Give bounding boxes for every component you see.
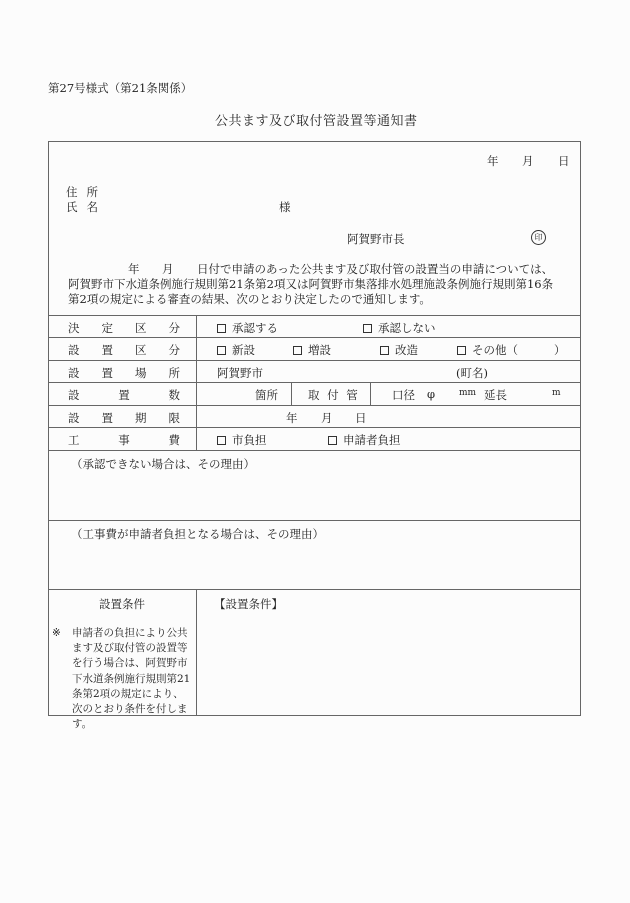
pipe-label: 取 付 管 <box>308 388 360 402</box>
row-divider <box>48 427 581 428</box>
column-divider <box>196 315 197 450</box>
approve-option[interactable] <box>217 320 278 336</box>
label-char: 置 <box>101 366 113 380</box>
option-label: 増設 <box>308 343 331 357</box>
expansion-option[interactable] <box>293 342 331 358</box>
applicant-cost-option[interactable] <box>328 432 401 448</box>
install-type-label <box>68 342 180 358</box>
length-label: 延長 <box>484 388 507 402</box>
count-label <box>68 387 180 403</box>
body-text-line1: 日付で申請のあった公共ます及び取付管の設置当の申請については、 <box>197 262 554 276</box>
seal-mark <box>531 229 546 245</box>
row-divider <box>48 360 581 361</box>
reason-not-approved-label: （承認できない場合は、その理由） <box>71 457 255 471</box>
column-divider <box>370 382 371 405</box>
reason-applicant-cost-label: （工事費が申請者負担となる場合は、その理由） <box>71 527 324 541</box>
label-char: 工 <box>68 433 80 447</box>
date-day: 日 <box>558 154 570 168</box>
label-char: 数 <box>168 388 180 402</box>
body-date-month: 月 <box>162 262 174 276</box>
location-city: 阿賀野市 <box>217 366 263 380</box>
option-label: 市負担 <box>232 433 267 447</box>
mm-unit: mm <box>459 388 477 398</box>
row-divider <box>48 450 581 451</box>
renovation-option[interactable] <box>380 342 418 358</box>
deadline-month: 月 <box>321 411 333 425</box>
location-town-label: (町名) <box>456 366 488 380</box>
note-text: 申請者の負担により公共ます及び取付管の設置等を行う場合は、阿賀野市下水道条例施行規則第21条第2項の規定により、次のとおり条件を付します。 <box>72 627 191 731</box>
deadline-year: 年 <box>286 411 298 425</box>
date-month: 月 <box>522 154 534 168</box>
deadline-day: 日 <box>355 411 367 425</box>
note-mark: ※ <box>52 627 61 639</box>
label-char: 場 <box>135 366 147 380</box>
checkbox[interactable] <box>457 346 466 355</box>
body-date-year: 年 <box>128 262 140 276</box>
label-char: 期 <box>135 411 147 425</box>
count-unit: 箇所 <box>255 388 278 402</box>
label-char: 置 <box>118 388 130 402</box>
row-divider <box>48 589 581 590</box>
row-divider <box>48 315 581 316</box>
cost-label <box>68 432 180 448</box>
label-char: 設 <box>68 366 80 380</box>
label-char: 限 <box>168 411 180 425</box>
label-char: 区 <box>135 343 147 357</box>
checkbox[interactable] <box>293 346 302 355</box>
label-char: 決 <box>68 321 80 335</box>
option-label: 申請者負担 <box>343 433 401 447</box>
row-divider <box>48 382 581 383</box>
checkbox[interactable] <box>217 324 226 333</box>
label-char: 置 <box>101 411 113 425</box>
checkbox[interactable] <box>363 324 372 333</box>
other-option[interactable] <box>457 342 518 358</box>
option-label: 新設 <box>232 343 255 357</box>
deadline-label <box>68 410 180 426</box>
phi-symbol: φ <box>427 387 436 401</box>
issuer-name: 阿賀野市長 <box>347 232 405 246</box>
date-year: 年 <box>487 154 499 168</box>
diameter-label: 口径 <box>392 388 415 402</box>
m-unit: m <box>552 388 561 398</box>
label-char: 分 <box>168 321 180 335</box>
form-number: 第27号様式（第21条関係） <box>48 81 193 95</box>
body-text-line3: 第2項の規定による審査の結果、次のとおり決定したので通知します。 <box>68 292 431 306</box>
row-divider <box>48 337 581 338</box>
name-label-char: 氏 <box>66 200 78 214</box>
option-label: 改造 <box>395 343 418 357</box>
label-char: 費 <box>168 433 180 447</box>
new-install-option[interactable] <box>217 342 255 358</box>
column-divider <box>196 589 197 716</box>
other-close-paren: ） <box>554 343 566 357</box>
option-label: 承認しない <box>378 321 436 335</box>
label-char: 所 <box>168 366 180 380</box>
checkbox[interactable] <box>217 346 226 355</box>
row-divider <box>48 405 581 406</box>
name-label-char: 名 <box>86 200 98 214</box>
column-divider <box>291 382 292 405</box>
address-label <box>66 184 98 200</box>
conditions-left-title: 設置条件 <box>99 597 145 611</box>
disapprove-option[interactable] <box>363 320 436 336</box>
checkbox[interactable] <box>217 436 226 445</box>
location-label <box>68 365 180 381</box>
body-text-line2: 阿賀野市下水道条例施行規則第21条第2項又は阿賀野市集落排水処理施設条例施行規則第16条 <box>68 277 554 291</box>
conditions-note <box>52 626 194 732</box>
checkbox[interactable] <box>328 436 337 445</box>
label-char: 分 <box>168 343 180 357</box>
label-char: 定 <box>101 321 113 335</box>
label-char: 設 <box>68 388 80 402</box>
city-cost-option[interactable] <box>217 432 267 448</box>
label-char: 置 <box>101 343 113 357</box>
conditions-right-title: 【設置条件】 <box>214 597 283 611</box>
label-char: 設 <box>68 343 80 357</box>
document-title: 公共ます及び取付管設置等通知書 <box>215 114 418 129</box>
seal-icon: 印 <box>531 230 546 245</box>
honorific: 様 <box>279 200 291 214</box>
label-char: 事 <box>118 433 130 447</box>
name-label <box>66 199 98 215</box>
row-divider <box>48 520 581 521</box>
option-label: 承認する <box>232 321 278 335</box>
address-label-char: 住 <box>66 185 78 199</box>
label-char: 区 <box>135 321 147 335</box>
decision-label <box>68 320 180 336</box>
option-label: その他（ <box>472 343 518 357</box>
checkbox[interactable] <box>380 346 389 355</box>
label-char: 設 <box>68 411 80 425</box>
address-label-char: 所 <box>86 185 98 199</box>
